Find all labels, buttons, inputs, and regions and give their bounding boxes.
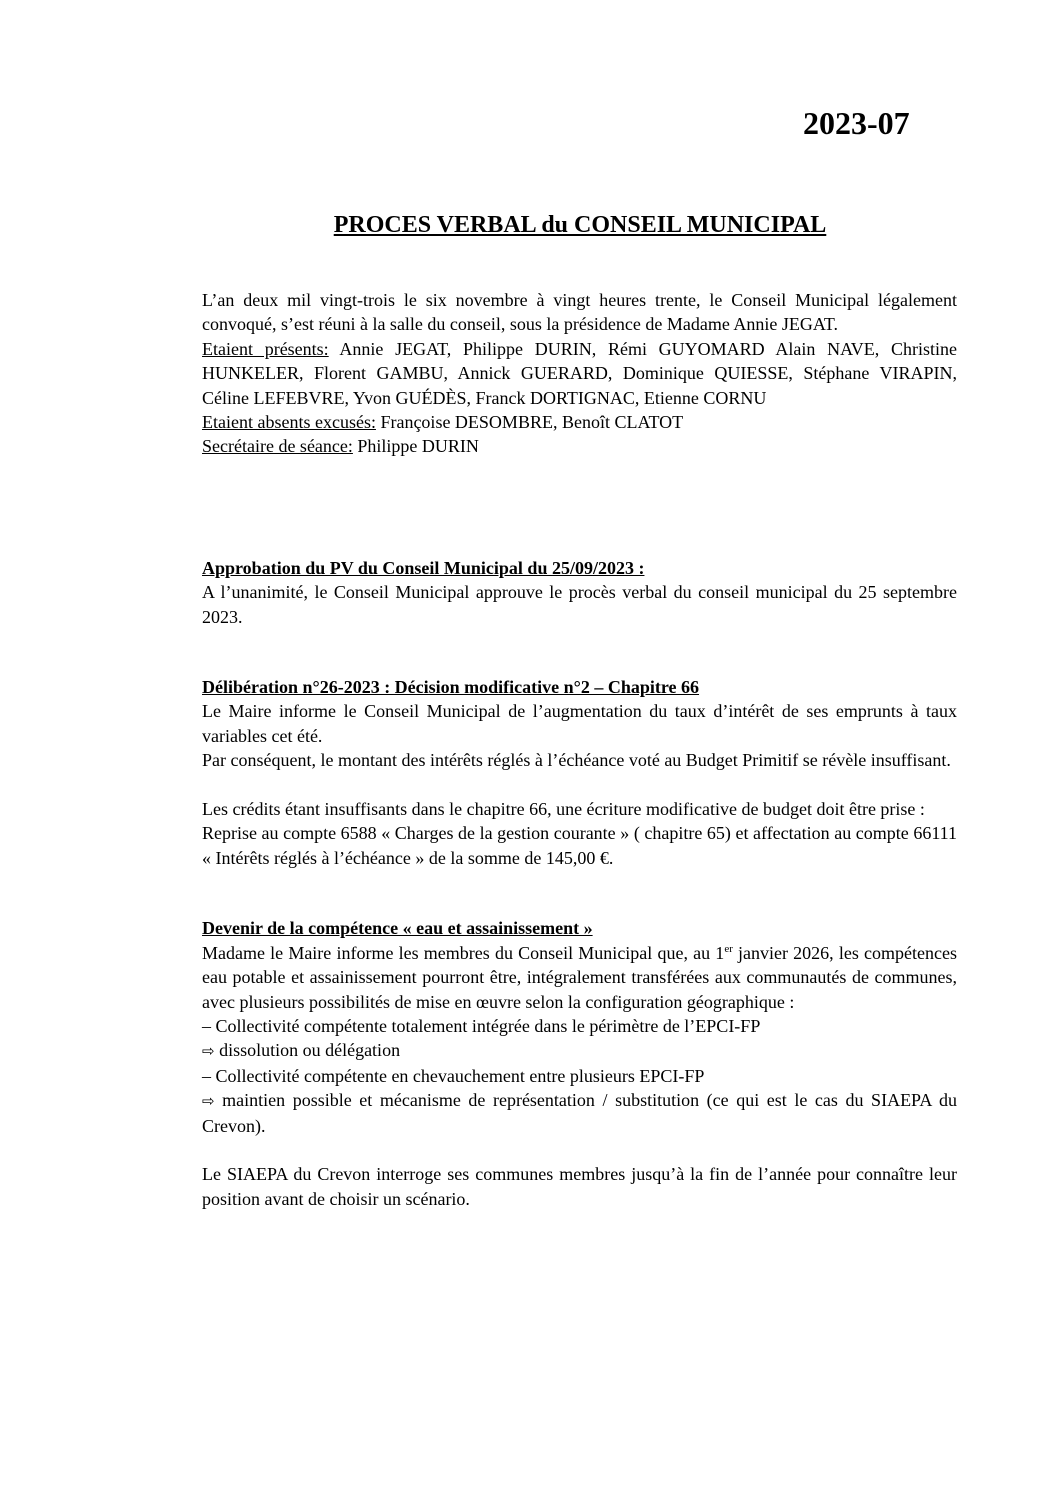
absent-names: Françoise DESOMBRE, Benoît CLATOT xyxy=(375,412,684,433)
arrow-right-icon: ⇨ xyxy=(202,1092,215,1111)
water-paragraph-1 xyxy=(202,941,957,1014)
water-item-2: – Collectivité compétente en chevauchement entre plusieurs EPCI-FP xyxy=(202,1065,705,1086)
water-item-1-result-text: dissolution ou délégation xyxy=(214,1040,401,1061)
present-label: Etaient présents: xyxy=(202,338,329,359)
present-names: Annie JEGAT, Philippe DURIN, Rémi GUYOMARD Alain NAVE, Christine HUNKELER, Florent GAMBU, Annick GUERARD, Dominique QUIESSE, Stéphane VIRAPIN, Céline LEFEBVRE, Yvon GUÉDÈS, Franck DORTIGNAC, Etienne CORNU xyxy=(202,338,957,408)
water-item-1: – Collectivité compétente totalement intégrée dans le périmètre de l’EPCI-FP xyxy=(202,1015,761,1036)
absent-members xyxy=(202,410,957,434)
section-heading-approval: Approbation du PV du Conseil Municipal du 25/09/2023 : xyxy=(202,557,645,578)
water-item-2-result xyxy=(202,1088,957,1138)
section-heading-deliberation: Délibération n°26-2023 : Décision modificative n°2 – Chapitre 66 xyxy=(202,677,700,698)
deliberation-paragraph-3: Les crédits étant insuffisants dans le chapitre 66, une écriture modificative de budget doit être prise : xyxy=(202,799,925,820)
approval-text: A l’unanimité, le Conseil Municipal approuve le procès verbal du conseil municipal du 25 septembre 2023. xyxy=(202,582,957,627)
water-p1-start: Madame le Maire informe les membres du Conseil Municipal que, au 1 xyxy=(202,942,725,963)
water-item-1-result xyxy=(202,1038,957,1063)
deliberation-paragraph-2: Par conséquent, le montant des intérêts réglés à l’échéance voté au Budget Primitif se révèle insuffisant. xyxy=(202,750,951,771)
intro-opening: L’an deux mil vingt-trois le six novembre à vingt heures trente, le Conseil Municipal légalement convoqué, s’est réuni à la salle du conseil, sous la présidence de Madame Annie JEGAT. xyxy=(202,290,957,335)
arrow-right-icon: ⇨ xyxy=(202,1042,215,1061)
document-body xyxy=(202,288,957,1211)
water-paragraph-2: Le SIAEPA du Crevon interroge ses communes membres jusqu’à la fin de l’année pour connaître leur position avant de choisir un scénario. xyxy=(202,1164,957,1209)
secretary xyxy=(202,434,957,458)
water-item-2-result-text: maintien possible et mécanisme de représentation / substitution (ce qui est le cas du SIAEPA du Crevon). xyxy=(202,1090,957,1136)
absent-label: Etaient absents excusés: xyxy=(202,412,376,433)
page-title: PROCES VERBAL du CONSEIL MUNICIPAL xyxy=(333,212,827,238)
deliberation-paragraph-1: Le Maire informe le Conseil Municipal de l’augmentation du taux d’intérêt de ses emprunts à taux variables cet été. xyxy=(202,701,957,746)
secretary-label: Secrétaire de séance: xyxy=(202,436,353,457)
water-p1-end: janvier 2026, les compétences eau potable et assainissement pourront être, intégralement transférées aux communautés de communes, avec plusieurs possibilités de mise en œuvre selon la configuration géographique : xyxy=(202,942,957,1012)
present-members xyxy=(202,337,957,410)
section-heading-water: Devenir de la compétence « eau et assainissement » xyxy=(202,918,593,939)
page-number: 2023-07 xyxy=(803,105,910,141)
secretary-name: Philippe DURIN xyxy=(352,436,479,457)
water-p1-sup: er xyxy=(724,942,733,955)
deliberation-paragraph-4: Reprise au compte 6588 « Charges de la gestion courante » ( chapitre 65) et affectation au compte 66111 « Intérêts réglés à l’échéance » de la somme de 145,00 €. xyxy=(202,823,957,868)
